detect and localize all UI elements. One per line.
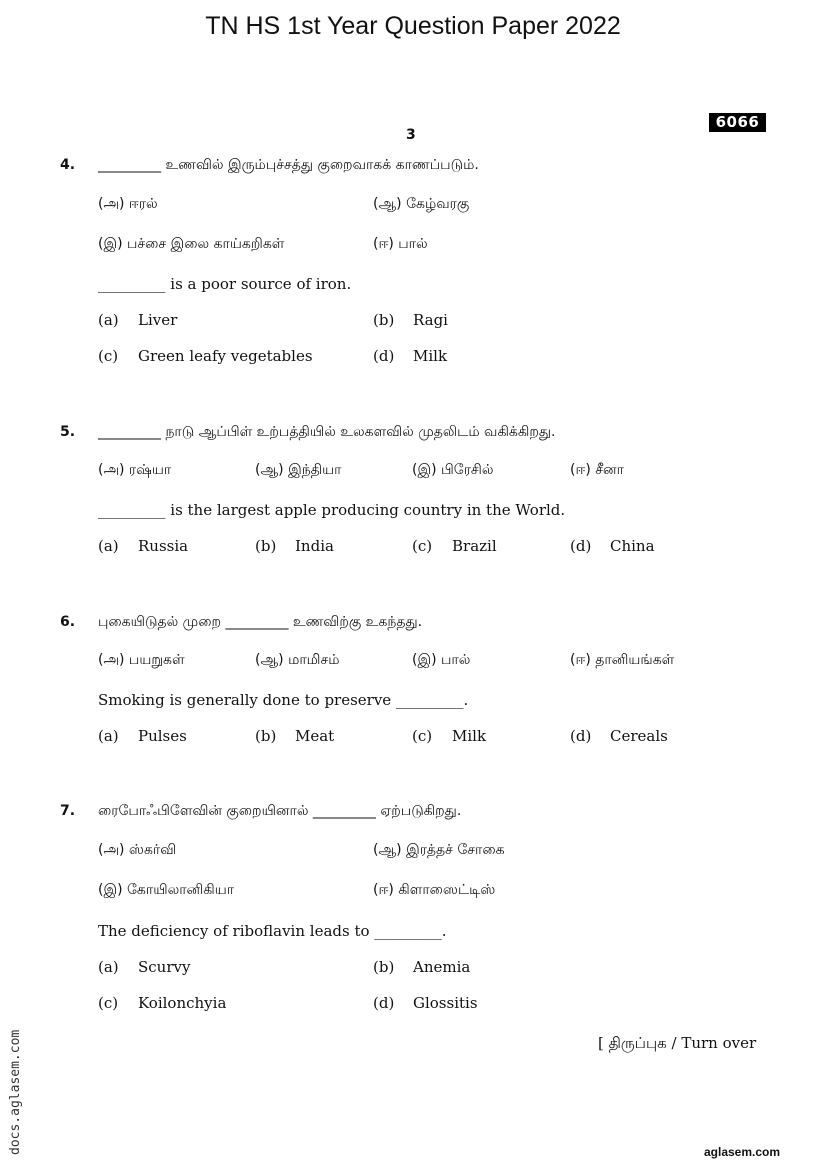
- footer-site: aglasem.com: [704, 1145, 781, 1159]
- english-question: Smoking is generally done to preserve _________.: [98, 691, 469, 709]
- english-option-d: China: [610, 537, 655, 555]
- tamil-question: புகையிடுதல் முறை _________ உணவிற்கு உகந்தது.: [98, 614, 423, 630]
- tamil-option-d: (ஈ) பால்: [373, 236, 428, 252]
- tamil-option-c: (இ) பச்சை இலை காய்கறிகள்: [98, 236, 285, 252]
- page-title: TN HS 1st Year Question Paper 2022: [205, 12, 621, 40]
- option-letter-b: (b): [255, 727, 277, 745]
- option-letter-a: (a): [98, 727, 119, 745]
- english-option-d: Glossitis: [413, 994, 478, 1012]
- english-option-c: Brazil: [452, 537, 497, 555]
- option-letter-b: (b): [373, 958, 395, 976]
- question-number: 4.: [60, 157, 76, 173]
- option-letter-d: (d): [570, 727, 592, 745]
- paper-code-badge: 6066: [709, 113, 766, 132]
- option-letter-d: (d): [570, 537, 592, 555]
- english-option-a: Pulses: [138, 727, 187, 745]
- english-option-d: Cereals: [610, 727, 668, 745]
- tamil-option-a: (அ) பயறுகள்: [98, 652, 185, 668]
- tamil-question: _________ உணவில் இரும்புச்சத்து குறைவாகக் காணப்படும்.: [98, 157, 479, 173]
- english-option-b: Meat: [295, 727, 335, 745]
- option-letter-d: (d): [373, 994, 395, 1012]
- english-option-c: Milk: [452, 727, 487, 745]
- english-option-c: Koilonchyia: [138, 994, 227, 1012]
- tamil-option-a: (அ) ஸ்கர்வி: [98, 842, 177, 858]
- english-option-b: Ragi: [413, 311, 448, 329]
- english-option-a: Scurvy: [138, 958, 191, 976]
- english-option-a: Liver: [138, 311, 178, 329]
- tamil-question: ரைபோஃபிளேவின் குறையினால் _________ ஏற்படுகிறது.: [98, 803, 462, 819]
- option-letter-c: (c): [98, 994, 119, 1012]
- english-question: The deficiency of riboflavin leads to _________.: [98, 922, 447, 940]
- english-option-d: Milk: [413, 347, 448, 365]
- page-number: 3: [406, 127, 416, 143]
- option-letter-a: (a): [98, 958, 119, 976]
- english-option-a: Russia: [138, 537, 189, 555]
- english-question: _________ is the largest apple producing country in the World.: [98, 501, 566, 519]
- english-question: _________ is a poor source of iron.: [98, 275, 352, 293]
- tamil-option-a: (அ) ஈரல்: [98, 196, 158, 212]
- tamil-option-b: (ஆ) மாமிசம்: [255, 652, 340, 668]
- option-letter-b: (b): [255, 537, 277, 555]
- option-letter-d: (d): [373, 347, 395, 365]
- option-letter-c: (c): [412, 727, 433, 745]
- option-letter-b: (b): [373, 311, 395, 329]
- english-option-b: India: [295, 537, 334, 555]
- tamil-option-a: (அ) ரஷ்யா: [98, 462, 172, 478]
- watermark: docs.aglasem.com: [8, 1029, 23, 1155]
- tamil-option-d: (ஈ) சீனா: [570, 462, 624, 478]
- tamil-option-b: (ஆ) கேழ்வரகு: [373, 196, 470, 212]
- option-letter-a: (a): [98, 311, 119, 329]
- tamil-option-d: (ஈ) கிளாஸைட்டிஸ்: [373, 882, 496, 898]
- tamil-option-c: (இ) பிரேசில்: [412, 462, 494, 478]
- question-number: 6.: [60, 614, 76, 630]
- option-letter-a: (a): [98, 537, 119, 555]
- english-option-b: Anemia: [413, 958, 471, 976]
- question-number: 7.: [60, 803, 76, 819]
- english-option-c: Green leafy vegetables: [138, 347, 313, 365]
- tamil-option-b: (ஆ) இரத்தச் சோகை: [373, 842, 505, 858]
- tamil-option-c: (இ) கோயிலானிகியா: [98, 882, 235, 898]
- option-letter-c: (c): [412, 537, 433, 555]
- tamil-option-d: (ஈ) தானியங்கள்: [570, 652, 675, 668]
- turn-over-note: [ திருப்புக / Turn over: [598, 1034, 757, 1052]
- option-letter-c: (c): [98, 347, 119, 365]
- tamil-question: _________ நாடு ஆப்பிள் உற்பத்தியில் உலகளவில் முதலிடம் வகிக்கிறது.: [98, 424, 556, 440]
- tamil-option-b: (ஆ) இந்தியா: [255, 462, 342, 478]
- question-number: 5.: [60, 424, 76, 440]
- tamil-option-c: (இ) பால்: [412, 652, 471, 668]
